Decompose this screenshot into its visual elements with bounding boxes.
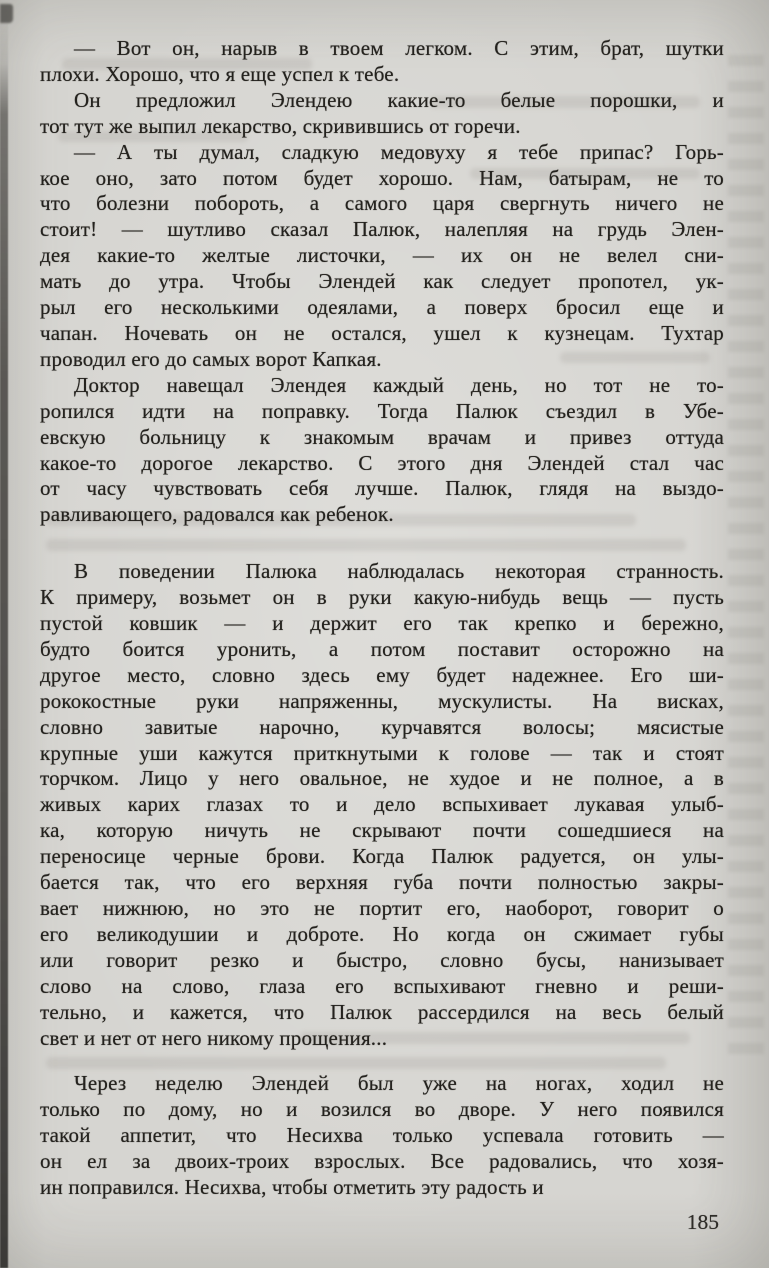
text-line: такой аппетит, что Несихва только успевала готовить — xyxy=(40,1123,724,1148)
text-section xyxy=(40,559,724,1051)
text-line: стоит! — шутливо сказал Палюк, налепляя на грудь Элен- xyxy=(40,217,724,242)
text-line: торчком. Лицо у него овальное, не худое и не полное, а в xyxy=(40,766,724,791)
text-line: слово на слово, глаза его вспыхивают гневно и реши- xyxy=(40,973,724,998)
text-line: словно завитые нарочно, курчавятся волосы; мясистые xyxy=(40,714,724,739)
text-line: Доктор навещал Элендея каждый день, но тот не то- xyxy=(74,372,724,397)
text-line: тельно, и кажется, что Палюк рассердился на весь белый xyxy=(40,999,724,1024)
page-text xyxy=(40,36,724,1201)
text-section xyxy=(40,1071,724,1201)
text-line: ка, которую ничуть не скрывают почти сошедшиеся на xyxy=(40,818,724,843)
text-line: рыл его несколькими одеялами, а поверх бросил еще и xyxy=(40,295,724,320)
text-line: плохи. Хорошо, что я еще успел к тебе. xyxy=(40,61,400,86)
text-line: или говорит резко и быстро, словно бусы, нанизывает xyxy=(40,947,724,972)
text-line: живых карих глазах то и дело вспыхивает лукавая улыб- xyxy=(40,792,724,817)
scan-corner-mark xyxy=(0,4,13,23)
text-line: рококостные руки напряженны, мускулисты. На висках, xyxy=(40,688,724,713)
text-line: проводил его до самых ворот Капкая. xyxy=(40,346,382,371)
text-line: пустой ковшик — и держит его так крепко и бережно, xyxy=(40,611,724,636)
text-line: тот тут же выпил лекарство, скривившись от горечи. xyxy=(40,113,521,138)
text-line: только по дому, но и возился во дворе. У него появился xyxy=(40,1097,724,1122)
text-section xyxy=(40,36,724,528)
text-line: его великодушии и доброте. Но когда он сжимает губы xyxy=(40,921,724,946)
text-line: переносице черные брови. Когда Палюк радуется, он улы- xyxy=(40,844,724,869)
text-line: мать до утра. Чтобы Элендей как следует пропотел, ук- xyxy=(40,269,724,294)
text-line: чапан. Ночевать он не остался, ушел к кузнецам. Тухтар xyxy=(40,320,724,345)
paragraph xyxy=(40,1071,724,1201)
text-line: вает нижнюю, но это не портит его, наоборот, говорит о xyxy=(40,896,724,920)
text-line: ропился идти на поправку. Тогда Палюк съездил в Убе- xyxy=(40,398,724,423)
paragraph xyxy=(40,373,724,528)
text-line: евскую больницу к знакомым врачам и привез оттуда xyxy=(40,424,724,449)
text-line: бается так, что его верхняя губа почти полностью закры- xyxy=(40,870,724,895)
text-line: крупные уши кажутся приткнутыми к голове — так и стоят xyxy=(40,740,724,765)
text-line: ин поправился. Несихва, чтобы отметить эту радость и xyxy=(40,1175,544,1200)
text-line: он ел за двоих-троих взрослых. Все радовались, что хозя- xyxy=(40,1149,724,1174)
text-line: В поведении Палюка наблюдалась некоторая странность. xyxy=(74,559,724,584)
text-line: дея какие-то желтые листочки, — их он не велел сни- xyxy=(40,243,724,268)
paragraph xyxy=(40,140,724,373)
text-line: от часу чувствовать себя лучше. Палюк, глядя на выздо- xyxy=(40,476,724,501)
text-line: что болезни побороть, а самого царя свергнуть ничего не xyxy=(40,191,724,216)
text-line: другое место, словно здесь ему будет надежнее. Его ши- xyxy=(40,662,724,687)
page-number: 185 xyxy=(686,1210,719,1234)
text-line: Он предложил Элендею какие-то белые порошки, и xyxy=(74,87,724,112)
paragraph xyxy=(40,88,724,140)
text-line: — Вот он, нарыв в твоем легком. С этим, брат, шутки xyxy=(74,36,724,60)
text-line: К примеру, возьмет он в руки какую-нибудь вещь — пусть xyxy=(40,585,724,610)
paragraph xyxy=(40,559,724,1051)
text-line: — А ты думал, сладкую медовуху я тебе припас? Горь- xyxy=(74,139,724,164)
show-through-margin-artifact xyxy=(728,55,764,1055)
text-line: свет и нет от него никому прощения... xyxy=(40,1025,388,1050)
text-line: какое-то дорогое лекарство. С этого дня Элендей стал час xyxy=(40,450,724,475)
text-line: равливающего, радовался как ребенок. xyxy=(40,502,394,527)
text-line: будто боится уронить, а потом поставит осторожно на xyxy=(40,636,724,661)
text-line: Через неделю Элендей был уже на ногах, ходил не xyxy=(74,1071,724,1096)
scan-left-edge-shadow xyxy=(0,0,8,1268)
paragraph xyxy=(40,36,724,88)
text-line: кое оно, зато потом будет хорошо. Нам, батырам, не то xyxy=(40,165,724,190)
